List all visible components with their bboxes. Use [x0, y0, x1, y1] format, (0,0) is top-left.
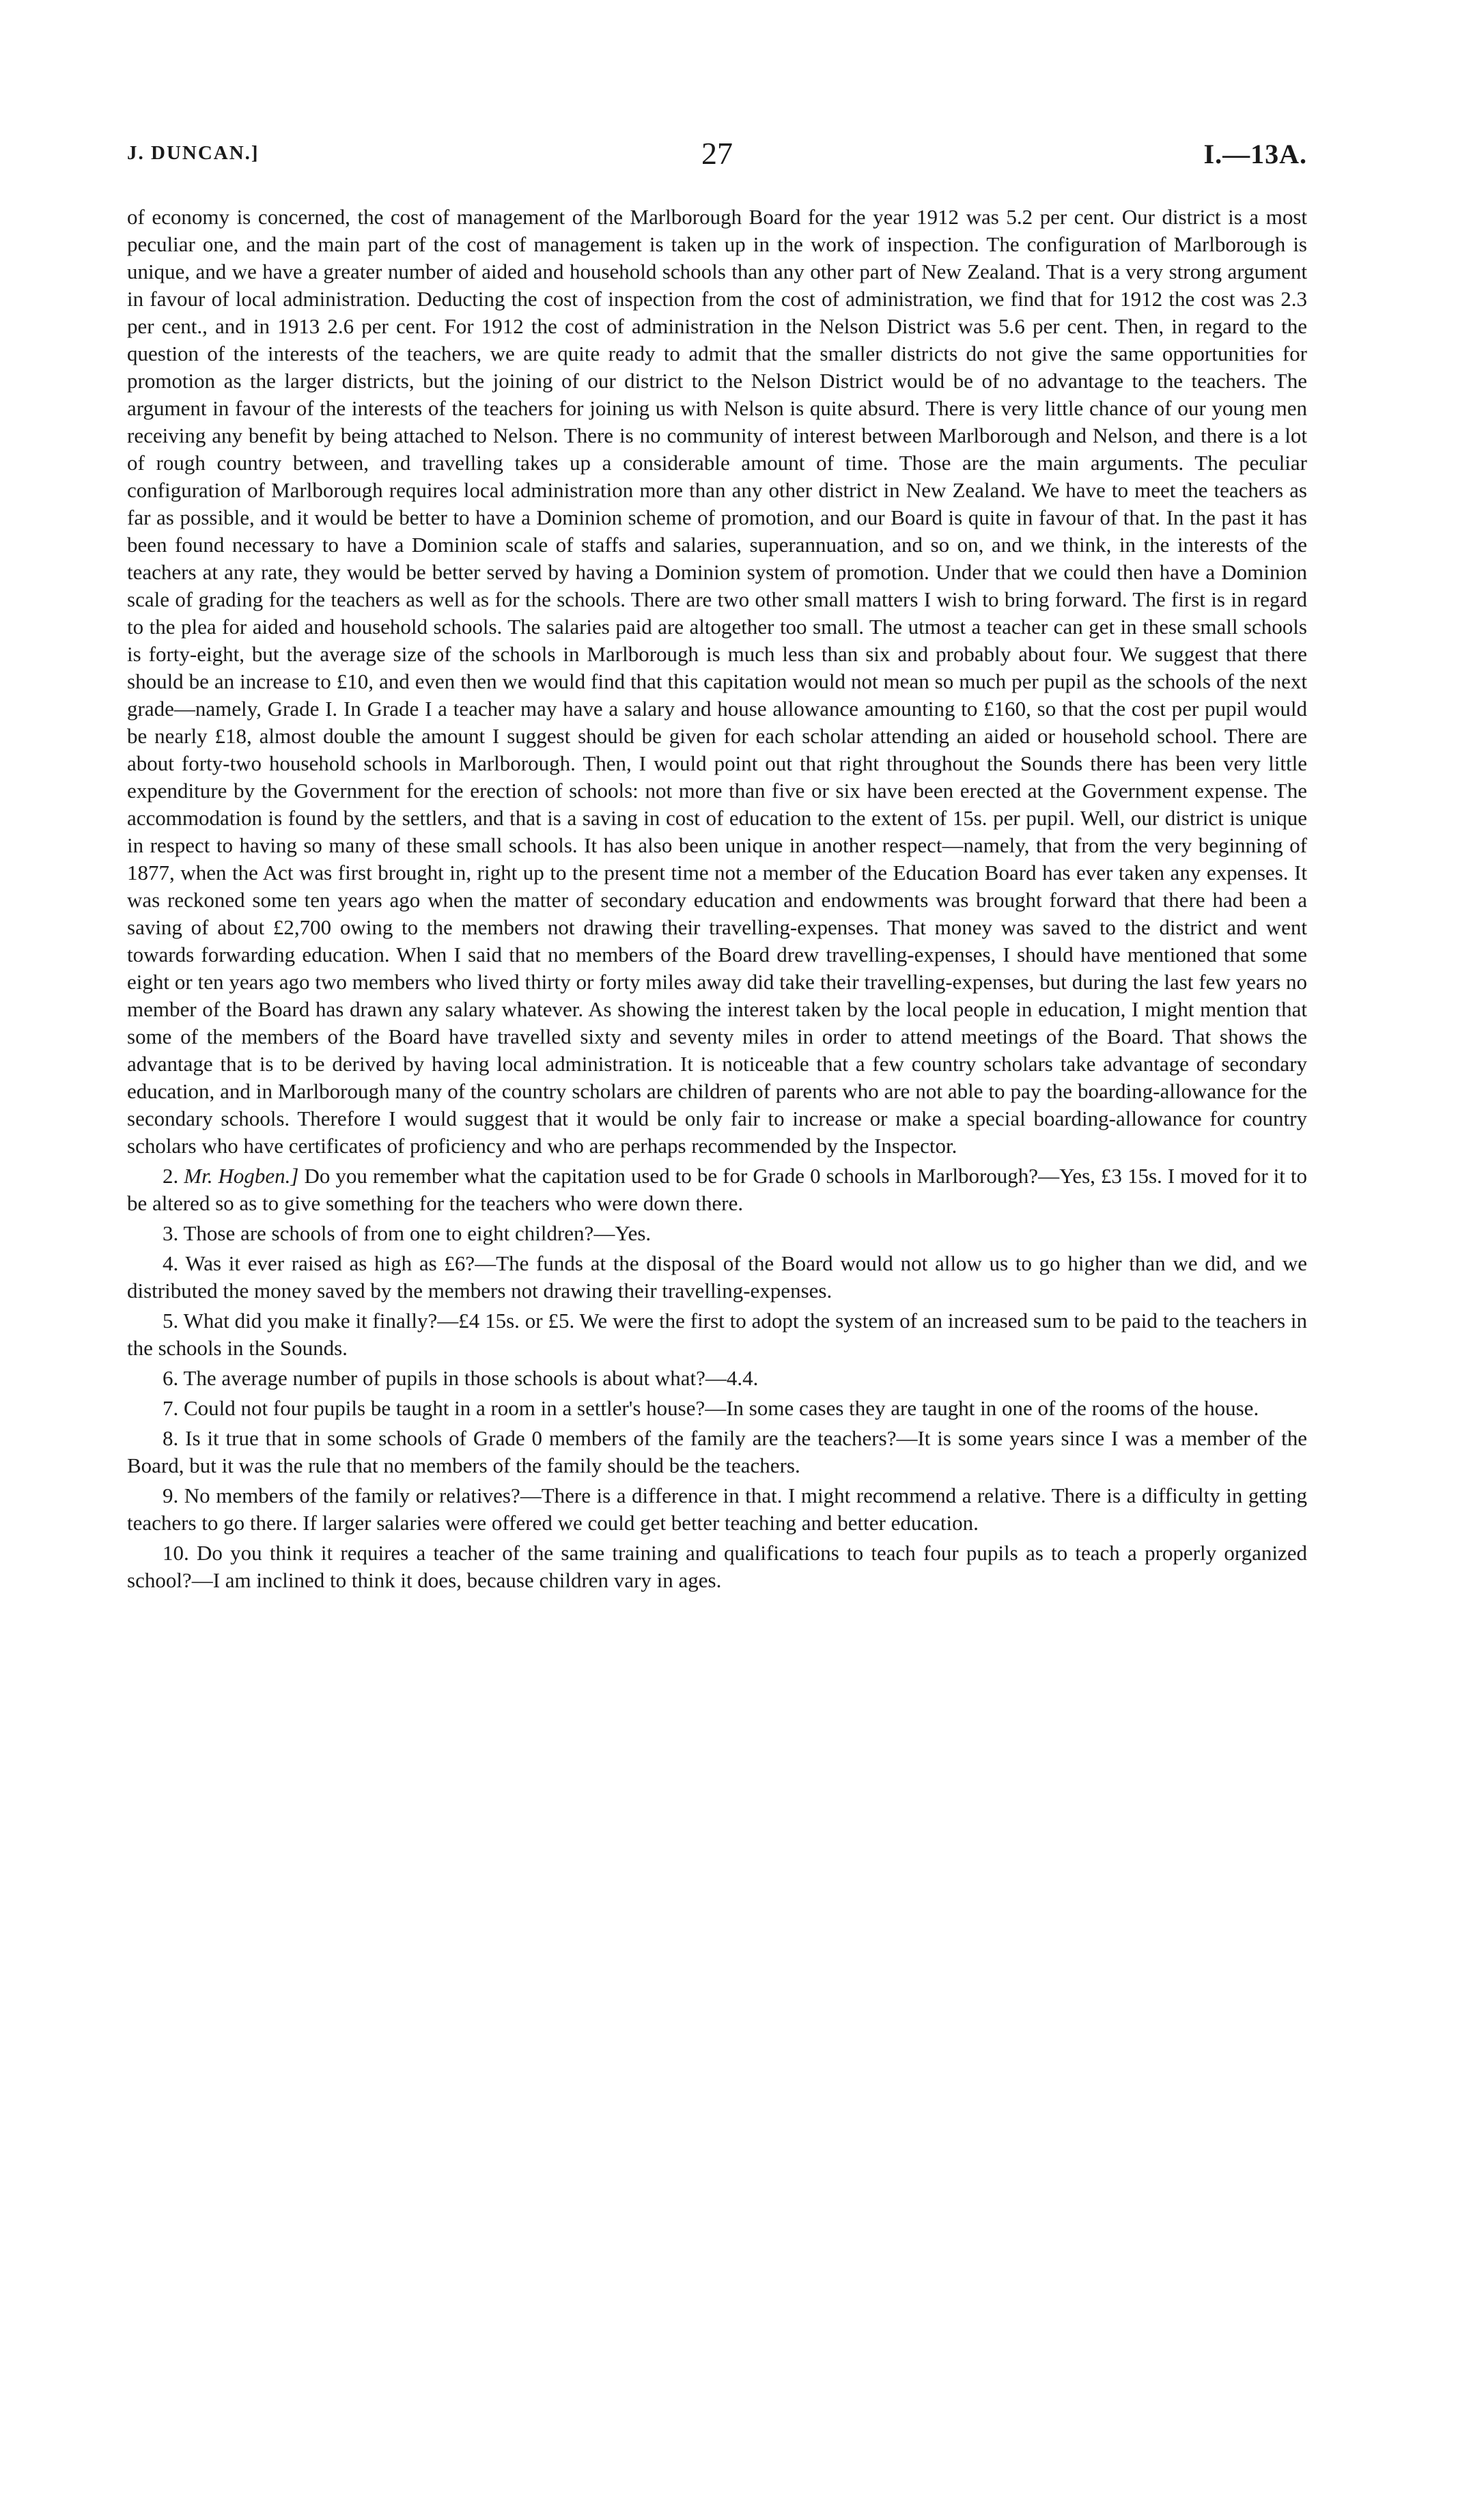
witness-name: J. DUNCAN.] [127, 142, 260, 164]
question-number: 6. [163, 1366, 179, 1390]
question-text: Is it true that in some schools of Grade 0 members of the family are the teachers?—It is some years since I was a member of the Board, but it was the rule that no members of the family should be the teachers. [127, 1426, 1308, 1477]
question-number: 8. [163, 1426, 179, 1450]
question-7 [127, 1395, 1307, 1422]
question-number: 7. [163, 1396, 179, 1420]
question-number: 10. [163, 1541, 189, 1565]
question-text: No members of the family or relatives?—There is a difference in that. I might recommend a relative. There is a difficulty in getting teachers to go there. If larger salaries were offered we could get better teaching and better education. [127, 1484, 1307, 1535]
question-text: Was it ever raised as high as £6?—The funds at the disposal of the Board would not allow us to go higher than we did, and we distributed the money saved by the members not drawing their travelling-expenses. [127, 1251, 1307, 1303]
question-text: What did you make it finally?—£4 15s. or £5. We were the first to adopt the system of an increased sum to be paid to the teachers in the schools in the Sounds. [127, 1309, 1307, 1360]
paper-reference: I.—13A. [1203, 139, 1307, 169]
question-text: Those are schools of from one to eight children?—Yes. [183, 1221, 652, 1245]
question-5 [127, 1307, 1307, 1362]
question-9 [127, 1482, 1307, 1537]
question-number: 3. [163, 1221, 179, 1245]
question-number: 5. [163, 1309, 179, 1333]
question-text: Could not four pupils be taught in a room in a settler's house?—In some cases they are taught in one of the rooms of the house. [184, 1396, 1259, 1420]
question-2 [127, 1162, 1307, 1217]
question-text: The average number of pupils in those schools is about what?—4.4. [183, 1366, 759, 1390]
question-3 [127, 1220, 1307, 1247]
question-number: 4. [163, 1251, 179, 1275]
question-4 [127, 1250, 1307, 1305]
question-text: Do you think it requires a teacher of the same training and qualifications to teach four pupils as to teach a properly organized school?—I am inclined to think it does, because children vary in ages. [127, 1541, 1308, 1592]
question-number: 2. [163, 1164, 179, 1188]
question-10 [127, 1540, 1307, 1594]
statement-paragraph [127, 204, 1307, 1160]
paragraph-text: of economy is concerned, the cost of management of the Marlborough Board for the year 1912 was 5.2 per cent. Our district is a most peculiar one, and the main part of the cost of management is taken up in the work of inspection. The configuration of Marlborough is unique, and we have a greater number of aided and household schools than any other part of New Zealand. That is a very strong argument in favour of local administration. Deducting the cost of inspection from the cost of administration, we find that for 1912 the cost was 2.3 per cent., and in 1913 2.6 per cent. For 1912 the cost of administration in the Nelson District was 5.6 per cent. Then, in regard to the question of the interests of the teachers, we are quite ready to admit that the smaller districts do not give the same opportunities for promotion as the larger districts, but the joining of our district to the Nelson District would be of no advantage to the teachers. The argument in favour of the interests of the teachers for joining us with Nelson is quite absurd. There is very little chance of our young men receiving any benefit by being attached to Nelson. There is no community of interest between Marlborough and Nelson, and there is a lot of rough country between, and travelling takes up a considerable amount of time. Those are the main arguments. The peculiar configuration of Marlborough requires local administration more than any other district in New Zealand. We have to meet the teachers as far as possible, and it would be better to have a Dominion scheme of promotion, and our Board is quite in favour of that. In the past it has been found necessary to have a Dominion scale of staffs and salaries, superannuation, and so on, and we think, in the interests of the teachers at any rate, they would be better served by having a Dominion system of promotion. Under that we could then have a Dominion scale of grading for the teachers as well as for the schools. There are two other small matters I wish to bring forward. The first is in regard to the plea for aided and household schools. The salaries paid are altogether too small. The utmost a teacher can get in these small schools is forty-eight, but the average size of the schools in Marlborough is much less than six and probably about four. We suggest that there should be an increase to £10, and even then we would find that this capitation would not mean so much per pupil as the schools of the next grade—namely, Grade I. In Grade I a teacher may have a salary and house allowance amounting to £160, so that the cost per pupil would be nearly £18, almost double the amount I suggest should be given for each scholar attending an aided or household school. There are about forty-two household schools in Marlborough. Then, I would point out that right throughout the Sounds there has been very little expenditure by the Government for the erection of schools: not more than five or six have been erected at the Government expense. The accommodation is found by the settlers, and that is a saving in cost of education to the extent of 15s. per pupil. Well, our district is unique in respect to having so many of these small schools. It has also been unique in another respect—namely, that from the very beginning of 1877, when the Act was first brought in, right up to the present time not a member of the Education Board has ever taken any expenses. It was reckoned some ten years ago when the matter of secondary education and endowments was brought forward that there had been a saving of about £2,700 owing to the members not drawing their travelling-expenses. That money was saved to the district and went towards forwarding education. When I said that no members of the Board drew travelling-expenses, I should have mentioned that some eight or ten years ago two members who lived thirty or forty miles away did take their travelling-expenses, but during the last few years no member of the Board has drawn any salary whatever. As showing the interest taken by the local people in education, I might mention that some of the members of the Board have travelled sixty and seventy miles in order to attend meetings of the Board. That shows the advantage that is to be derived by having local administration. It is noticeable that a few country scholars take advantage of secondary education, and in Marlborough many of the country scholars are children of parents who are not able to pay the boarding-allowance for the secondary schools. Therefore I would suggest that it would be only fair to increase or make a special boarding-allowance for country scholars who have certificates of proficiency and who are perhaps recommended by the Inspector. [127, 205, 1307, 1158]
page-body [127, 204, 1307, 1597]
page-header [127, 135, 1307, 176]
speaker-name: Mr. Hogben.] [184, 1164, 299, 1188]
question-number: 9. [163, 1484, 179, 1507]
question-8 [127, 1425, 1307, 1479]
question-6 [127, 1365, 1307, 1392]
page-number: 27 [701, 136, 733, 171]
question-text: Do you remember what the capitation used to be for Grade 0 schools in Marlborough?—Yes, £3 15s. I moved for it to be altered so as to give something for the teachers who were down there. [127, 1164, 1308, 1215]
